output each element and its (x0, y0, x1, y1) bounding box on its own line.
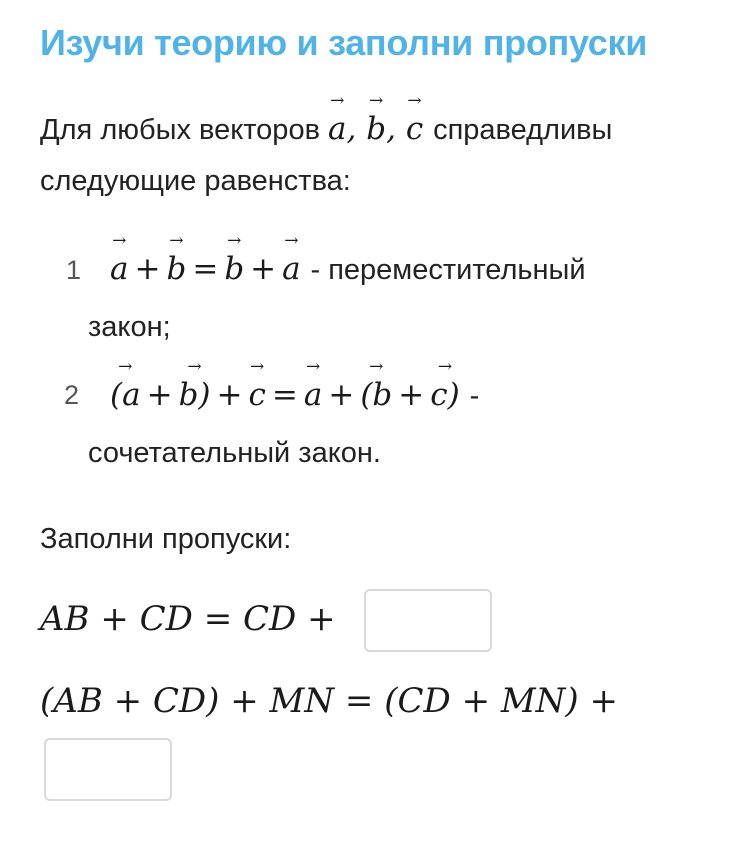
law-1-line1 (110, 244, 586, 295)
law-2-op: = (271, 377, 298, 413)
law-1-token: → a (282, 244, 300, 294)
law-2-token: → c (249, 370, 266, 420)
law-2-op: + (398, 377, 425, 413)
law-1-op: = (192, 251, 219, 287)
intro-vectors: → a, → b, → c (328, 111, 433, 147)
law-1-line2: закон; (88, 311, 171, 343)
law-1-token: → b (166, 244, 186, 294)
law-1-number: 1 (66, 255, 82, 285)
law-1-op: + (134, 251, 161, 287)
vector-c: → c (406, 104, 423, 154)
intro-text-after: справедливы (433, 114, 613, 146)
law-2-token: → (a (110, 370, 141, 420)
law-2-desc: - (469, 380, 480, 412)
vector-b: → b (366, 104, 386, 154)
page-title: Изучи теорию и заполни пропуски (40, 22, 648, 63)
law-1-op: + (250, 251, 277, 287)
law-2-token: → a (304, 370, 322, 420)
law-2-number: 2 (64, 380, 80, 410)
intro-line2: следующие равенства: (40, 165, 351, 197)
exercise-1-answer-input[interactable] (364, 589, 492, 652)
intro-text-before: Для любых векторов (40, 114, 320, 146)
law-2-token: → (b (360, 370, 392, 420)
law-2-formula (110, 377, 470, 413)
exercise-1-formula: AB + CD = CD + (40, 599, 336, 639)
intro-text (40, 104, 612, 155)
fill-title: Заполни пропуски: (40, 523, 292, 555)
law-2-op: + (328, 377, 355, 413)
law-2-token: → c) (430, 370, 459, 420)
law-1-token: → a (110, 244, 128, 294)
vector-a: → a (328, 104, 346, 154)
law-2-op: + (146, 377, 173, 413)
law-1-formula (110, 251, 311, 287)
law-2-token: → b) (179, 370, 211, 420)
law-2-line2: сочетательный закон. (88, 437, 381, 469)
exercise-2-formula: (AB + CD) + MN = (CD + MN) + (40, 681, 618, 721)
law-2-op: + (216, 377, 243, 413)
law-2-line1 (110, 370, 479, 421)
exercise-2-answer-input[interactable] (44, 738, 172, 801)
law-1-desc: - переместительный (310, 254, 586, 286)
law-1-token: → b (224, 244, 244, 294)
